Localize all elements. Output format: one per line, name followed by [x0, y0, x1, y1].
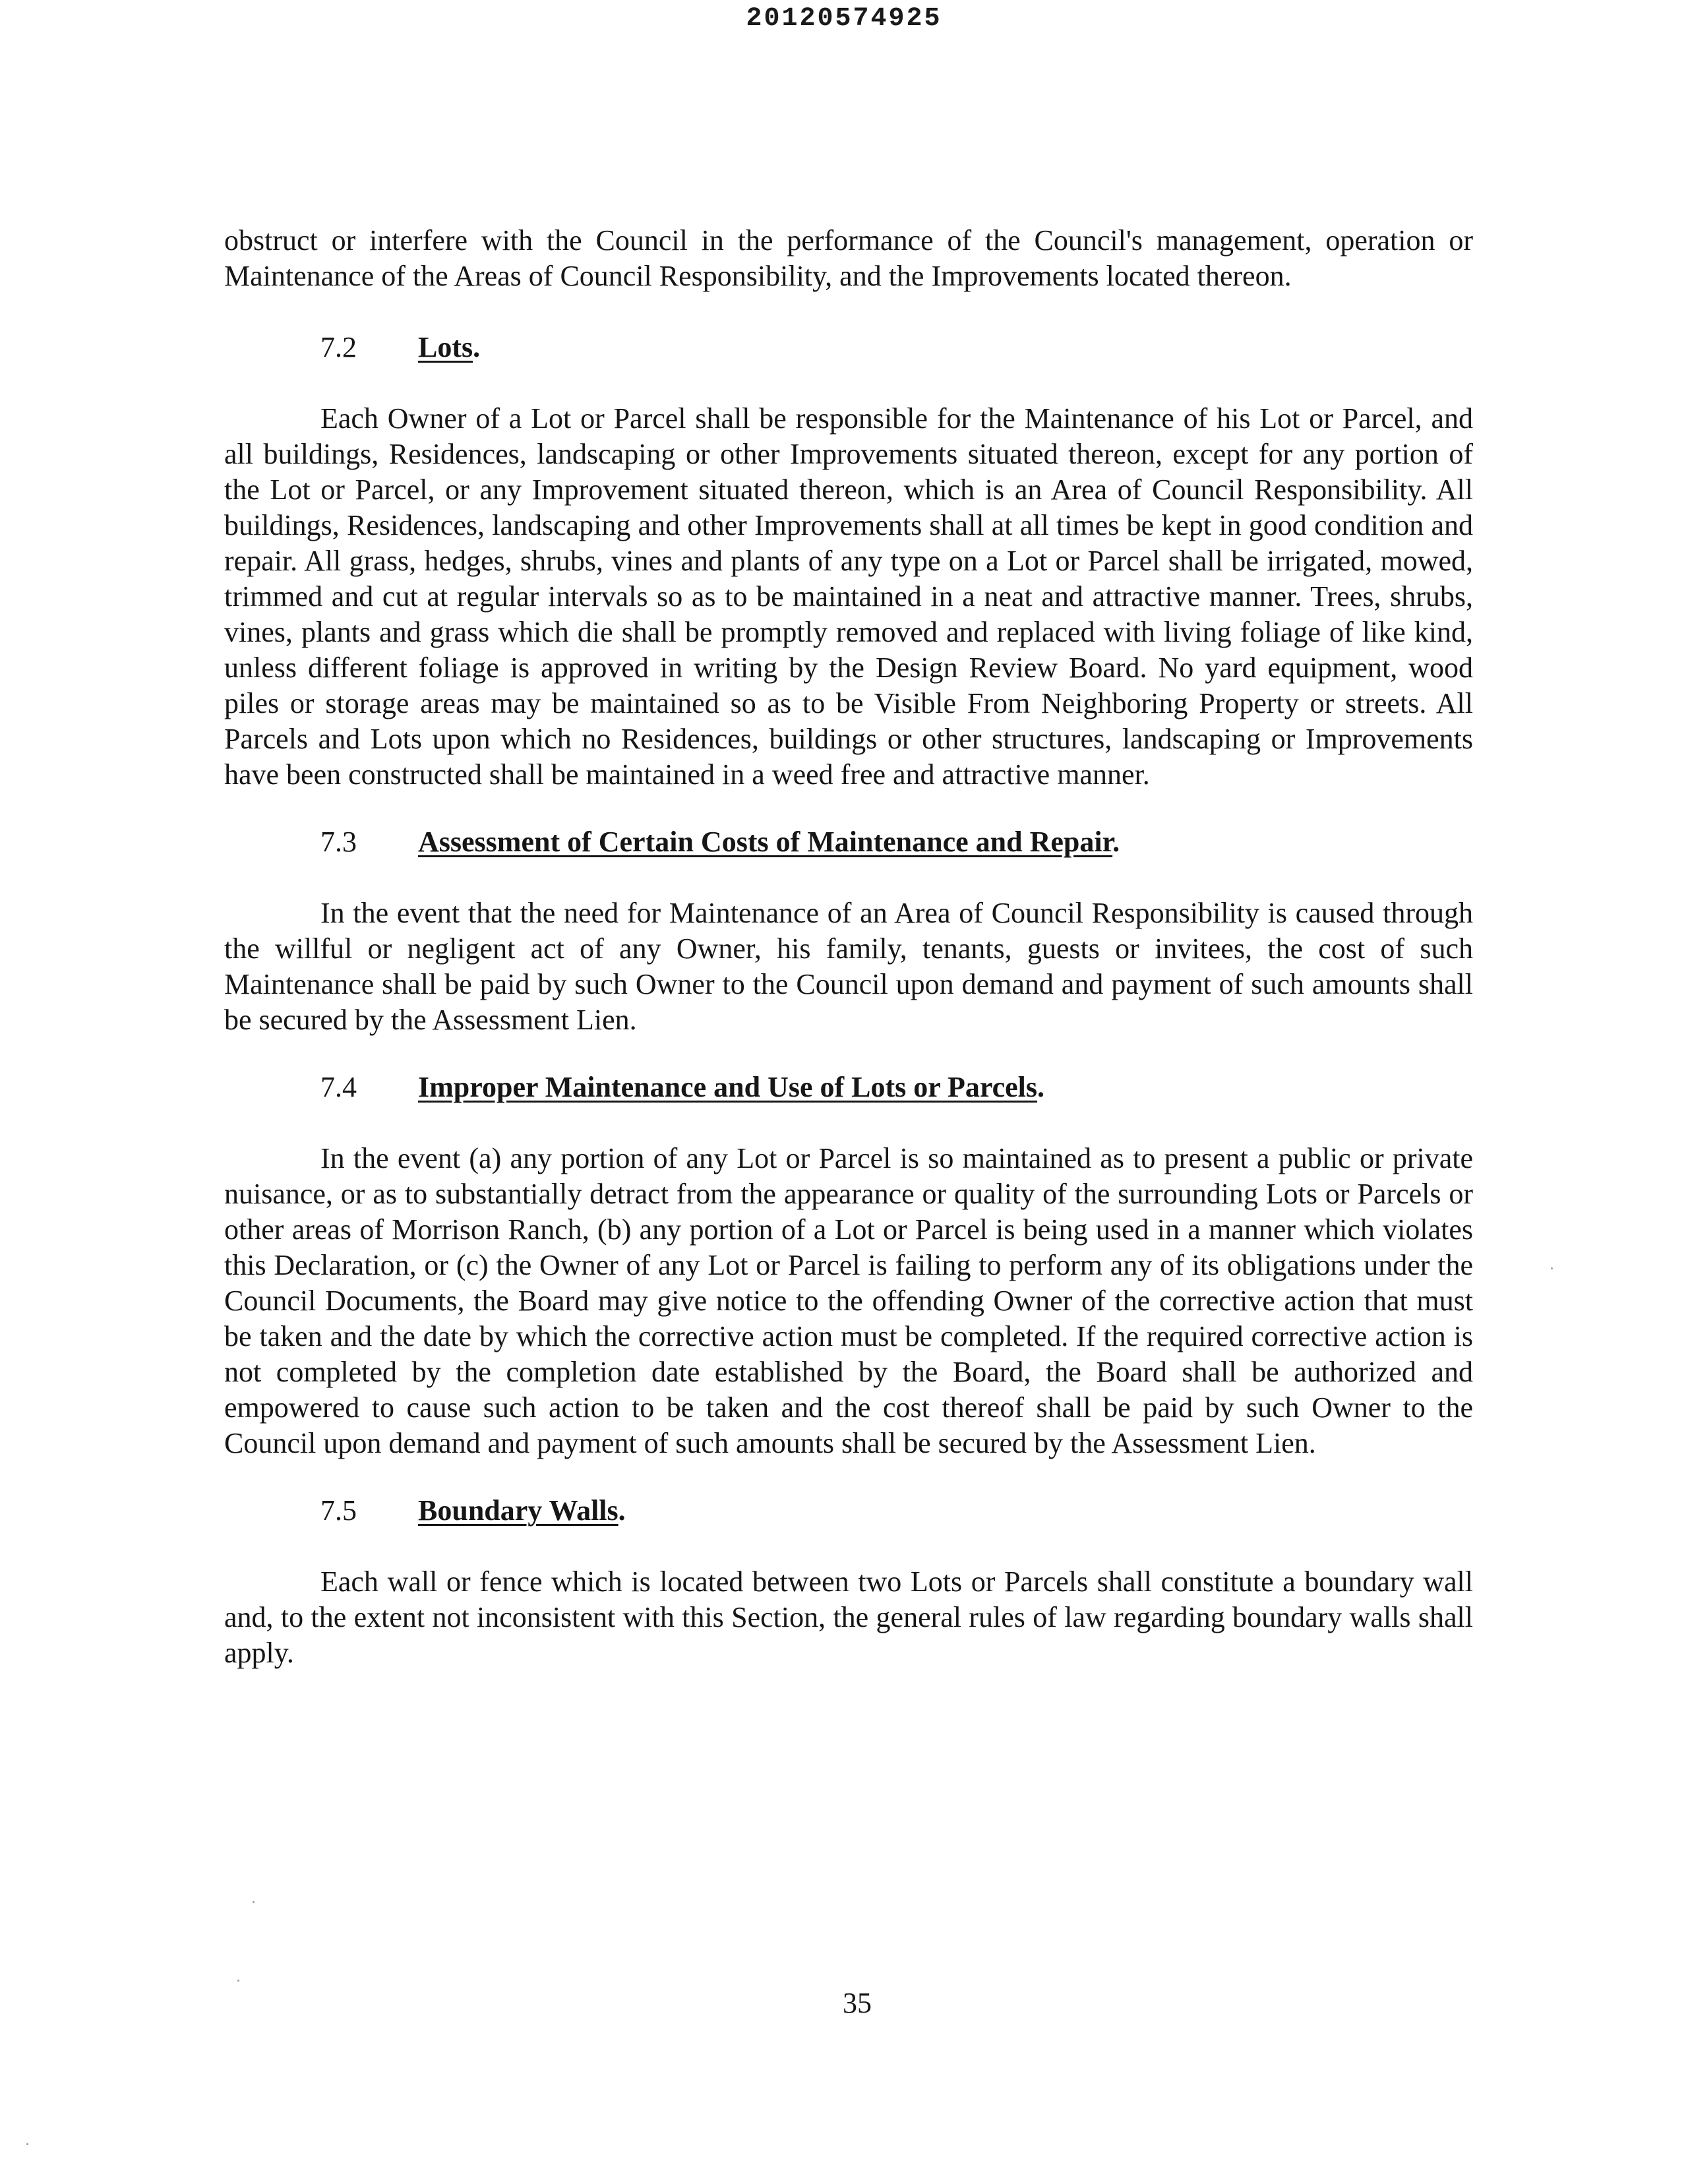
heading-period: . [473, 331, 481, 363]
section-title: Assessment of Certain Costs of Maintenance and Repair [418, 826, 1113, 858]
scan-speck [237, 1980, 239, 1982]
section-heading [224, 1070, 1473, 1105]
section-7-5 [224, 1493, 1473, 1671]
scan-speck [26, 2143, 28, 2145]
section-7-3 [224, 824, 1473, 1038]
heading-period: . [1112, 826, 1120, 858]
section-number: 7.2 [320, 331, 357, 363]
heading-period: . [618, 1494, 626, 1527]
section-body: Each wall or fence which is located between two Lots or Parcels shall constitute a boundary wall and, to the extent not inconsistent with this Section, the general rules of law regarding boundary walls shall apply. [224, 1565, 1473, 1669]
document-number: 20120574925 [746, 4, 942, 34]
continuation-paragraph: obstruct or interfere with the Council in the performance of the Council's management, operation or Maintenance of the Areas of Council Responsibility, and the Improvements located thereon. [224, 224, 1473, 292]
section-title: Improper Maintenance and Use of Lots or Parcels [418, 1071, 1038, 1103]
section-body: In the event (a) any portion of any Lot or Parcel is so maintained as to present a public or private nuisance, or as to substantially detract from the appearance or quality of the surrounding Lots or Parcels or other areas of Morrison Ranch, (b) any portion of a Lot or Parcel is being used in a manner which violates this Declaration, or (c) the Owner of any Lot or Parcel is failing to perform any of its obligations under the Council Documents, the Board may give notice to the offending Owner of the corrective action that must be taken and the date by which the corrective action must be completed. If the required corrective action is not completed by the completion date established by the Board, the Board shall be authorized and empowered to cause such action to be taken and the cost thereof shall be paid by such Owner to the Council upon demand and payment of such amounts shall be secured by the Assessment Lien. [224, 1142, 1473, 1459]
section-7-2 [224, 330, 1473, 793]
section-7-4 [224, 1070, 1473, 1461]
page-number: 35 [843, 1987, 872, 2019]
section-number: 7.3 [320, 826, 357, 858]
section-heading [224, 330, 1473, 365]
section-heading [224, 824, 1473, 860]
section-number: 7.4 [320, 1071, 357, 1103]
page-body [224, 223, 1473, 1671]
scan-speck [253, 1901, 255, 1903]
section-body: Each Owner of a Lot or Parcel shall be responsible for the Maintenance of his Lot or Parcel, and all buildings, Residences, landscaping or other Improvements situated thereon, except for any portion of the Lot or Parcel, or any Improvement situated thereon, which is an Area of Council Responsibility. All buildings, Residences, landscaping and other Improvements shall at all times be kept in good condition and repair. All grass, hedges, shrubs, vines and plants of any type on a Lot or Parcel shall be irrigated, mowed, trimmed and cut at regular intervals so as to be maintained in a neat and attractive manner. Trees, shrubs, vines, plants and grass which die shall be promptly removed and replaced with living foliage of like kind, unless different foliage is approved in writing by the Design Review Board. No yard equipment, wood piles or storage areas may be maintained so as to be Visible From Neighboring Property or streets. All Parcels and Lots upon which no Residences, buildings or other structures, landscaping or Improvements have been constructed shall be maintained in a weed free and attractive manner. [224, 402, 1473, 791]
scan-speck [1551, 1267, 1553, 1269]
heading-period: . [1037, 1071, 1045, 1103]
section-body: In the event that the need for Maintenance of an Area of Council Responsibility is caused through the willful or negligent act of any Owner, his family, tenants, guests or invitees, the cost of such Maintenance shall be paid by such Owner to the Council upon demand and payment of such amounts shall be secured by the Assessment Lien. [224, 897, 1473, 1036]
section-title: Lots [418, 331, 473, 363]
section-heading [224, 1493, 1473, 1529]
section-title: Boundary Walls [418, 1494, 618, 1527]
section-number: 7.5 [320, 1494, 357, 1527]
